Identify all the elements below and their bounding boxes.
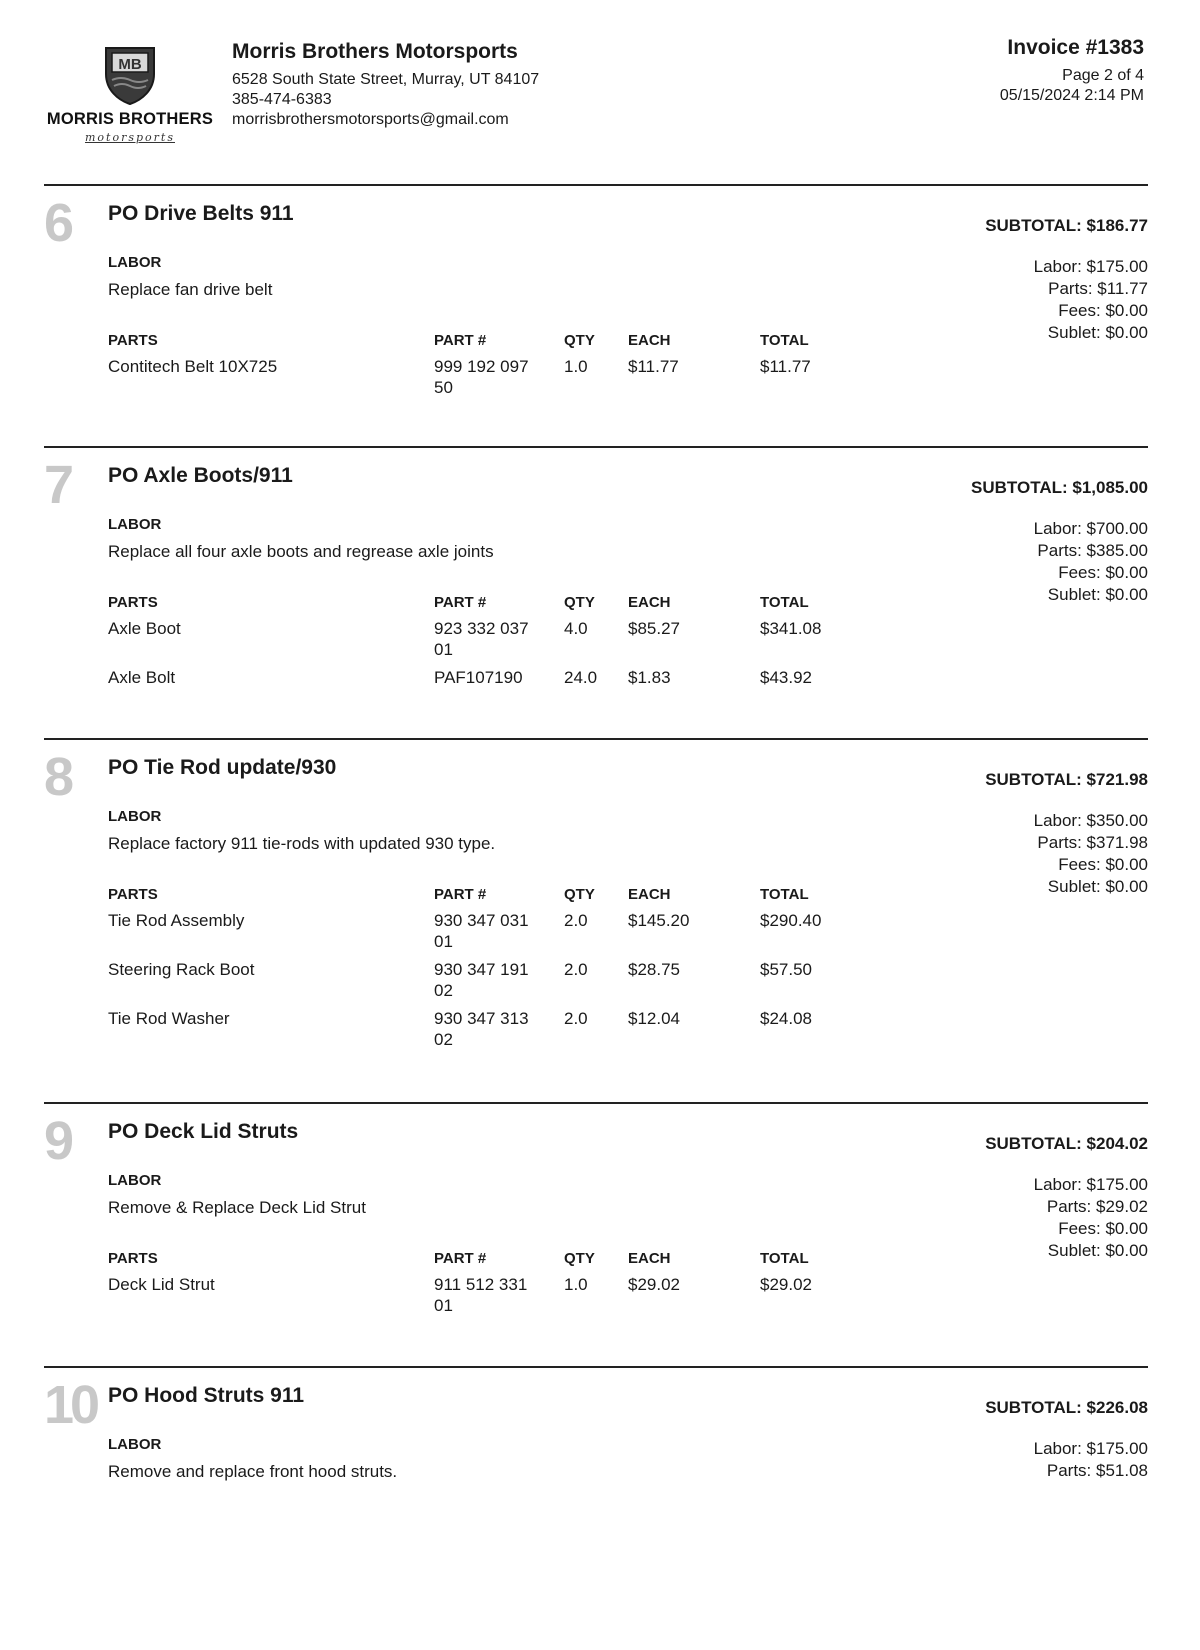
job-section bbox=[44, 1102, 1148, 1364]
part-number: 930 347 313 02 bbox=[434, 1009, 529, 1049]
labor-description: Replace factory 911 tie-rods with updated 930 type. bbox=[108, 834, 496, 853]
parts-total: Parts: $385.00 bbox=[1037, 541, 1148, 560]
fees-total: Fees: $0.00 bbox=[1058, 855, 1148, 874]
section-subtotal: SUBTOTAL: $204.02 bbox=[985, 1134, 1148, 1153]
parts-table-header bbox=[108, 886, 868, 910]
logo-initials: MB bbox=[118, 56, 142, 73]
section-title: PO Deck Lid Struts bbox=[108, 1120, 299, 1143]
labor-total: Labor: $175.00 bbox=[1033, 1439, 1148, 1458]
company-logo bbox=[40, 44, 220, 144]
labor-total: Labor: $175.00 bbox=[1033, 257, 1148, 276]
col-part-no: PART # bbox=[434, 332, 487, 349]
shield-logo-icon bbox=[102, 44, 158, 106]
part-number: 923 332 037 01 bbox=[434, 619, 529, 659]
parts-table-header bbox=[108, 332, 868, 356]
part-name: Tie Rod Washer bbox=[108, 1009, 230, 1028]
part-number: 930 347 191 02 bbox=[434, 960, 529, 1000]
section-title: PO Drive Belts 911 bbox=[108, 202, 294, 225]
fees-total: Fees: $0.00 bbox=[1058, 1219, 1148, 1238]
section-number: 10 bbox=[44, 1375, 97, 1435]
section-totals bbox=[1034, 256, 1148, 344]
job-section bbox=[44, 738, 1148, 1100]
section-number: 8 bbox=[44, 747, 71, 807]
col-parts: PARTS bbox=[108, 594, 158, 611]
company-email: morrisbrothersmotorsports@gmail.com bbox=[232, 111, 509, 128]
company-address: 6528 South State Street, Murray, UT 84107 bbox=[232, 71, 540, 88]
invoice-datetime: 05/15/2024 2:14 PM bbox=[999, 87, 1144, 104]
labor-description: Remove and replace front hood struts. bbox=[108, 1462, 398, 1481]
part-name: Tie Rod Assembly bbox=[108, 911, 245, 930]
part-number: 930 347 031 01 bbox=[434, 911, 529, 951]
col-parts: PARTS bbox=[108, 1250, 158, 1267]
part-each: $29.02 bbox=[628, 1275, 680, 1294]
col-qty: QTY bbox=[564, 1250, 595, 1267]
col-parts: PARTS bbox=[108, 332, 158, 349]
part-each: $1.83 bbox=[628, 668, 671, 687]
parts-total: Parts: $29.02 bbox=[1046, 1197, 1148, 1216]
logo-subtitle: motorsports bbox=[85, 131, 175, 144]
sublet-total: Sublet: $0.00 bbox=[1047, 1241, 1148, 1260]
sublet-total: Sublet: $0.00 bbox=[1047, 323, 1148, 342]
table-row bbox=[108, 618, 868, 667]
fees-total: Fees: $0.00 bbox=[1058, 563, 1148, 582]
labor-total: Labor: $700.00 bbox=[1033, 519, 1148, 538]
section-subtotal: SUBTOTAL: $1,085.00 bbox=[971, 478, 1148, 497]
part-each: $85.27 bbox=[628, 619, 680, 638]
section-totals bbox=[1034, 1438, 1148, 1482]
section-title: PO Axle Boots/911 bbox=[108, 464, 293, 487]
parts-table bbox=[108, 886, 868, 1057]
part-qty: 2.0 bbox=[564, 911, 588, 930]
section-totals bbox=[1034, 1174, 1148, 1262]
section-number: 9 bbox=[44, 1111, 71, 1171]
parts-table bbox=[108, 1250, 868, 1320]
col-qty: QTY bbox=[564, 594, 595, 611]
part-number: 999 192 097 50 bbox=[434, 357, 529, 397]
part-name: Axle Bolt bbox=[108, 668, 176, 687]
labor-heading: LABOR bbox=[108, 254, 162, 271]
part-total: $24.08 bbox=[760, 1009, 812, 1028]
part-each: $28.75 bbox=[628, 960, 680, 979]
fees-total: Fees: $0.00 bbox=[1058, 301, 1148, 320]
col-total: TOTAL bbox=[760, 594, 809, 611]
col-parts: PARTS bbox=[108, 886, 158, 903]
table-row bbox=[108, 667, 868, 697]
part-name: Axle Boot bbox=[108, 619, 181, 638]
part-total: $43.92 bbox=[760, 668, 812, 687]
job-section bbox=[44, 446, 1148, 736]
section-title: PO Tie Rod update/930 bbox=[108, 756, 337, 779]
sublet-total: Sublet: $0.00 bbox=[1047, 877, 1148, 896]
part-name: Deck Lid Strut bbox=[108, 1275, 215, 1294]
table-row bbox=[108, 910, 868, 959]
part-qty: 2.0 bbox=[564, 960, 588, 979]
part-number: PAF107190 bbox=[434, 668, 523, 687]
part-qty: 24.0 bbox=[564, 668, 598, 687]
section-totals bbox=[1034, 810, 1148, 898]
col-part-no: PART # bbox=[434, 886, 487, 903]
labor-heading: LABOR bbox=[108, 1172, 162, 1189]
section-subtotal: SUBTOTAL: $226.08 bbox=[985, 1398, 1148, 1417]
col-qty: QTY bbox=[564, 886, 595, 903]
parts-total: Parts: $51.08 bbox=[1046, 1461, 1148, 1480]
labor-total: Labor: $175.00 bbox=[1033, 1175, 1148, 1194]
part-total: $290.40 bbox=[760, 911, 822, 930]
labor-description: Remove & Replace Deck Lid Strut bbox=[108, 1198, 366, 1217]
invoice-header bbox=[0, 0, 1200, 180]
col-each: EACH bbox=[628, 332, 671, 349]
col-each: EACH bbox=[628, 1250, 671, 1267]
parts-table bbox=[108, 332, 868, 402]
logo-name: MORRIS BROTHERS bbox=[46, 110, 214, 128]
page-number: Page 2 of 4 bbox=[1062, 67, 1144, 84]
parts-table bbox=[108, 594, 868, 697]
col-qty: QTY bbox=[564, 332, 595, 349]
col-total: TOTAL bbox=[760, 332, 809, 349]
part-name: Steering Rack Boot bbox=[108, 960, 255, 979]
invoice-number: Invoice #1383 bbox=[1007, 36, 1144, 59]
labor-total: Labor: $350.00 bbox=[1033, 811, 1148, 830]
labor-heading: LABOR bbox=[108, 1436, 162, 1453]
table-row bbox=[108, 1274, 868, 1320]
part-each: $11.77 bbox=[628, 357, 679, 376]
parts-total: Parts: $11.77 bbox=[1048, 279, 1148, 298]
section-subtotal: SUBTOTAL: $186.77 bbox=[985, 216, 1148, 235]
part-each: $145.20 bbox=[628, 911, 690, 930]
col-part-no: PART # bbox=[434, 594, 487, 611]
labor-heading: LABOR bbox=[108, 516, 162, 533]
part-total: $57.50 bbox=[760, 960, 812, 979]
col-part-no: PART # bbox=[434, 1250, 487, 1267]
col-each: EACH bbox=[628, 594, 671, 611]
part-qty: 4.0 bbox=[564, 619, 588, 638]
company-name: Morris Brothers Motorsports bbox=[232, 40, 518, 63]
section-number: 7 bbox=[44, 455, 71, 515]
job-section bbox=[44, 184, 1148, 444]
col-each: EACH bbox=[628, 886, 671, 903]
part-name: Contitech Belt 10X725 bbox=[108, 357, 278, 376]
part-qty: 2.0 bbox=[564, 1009, 588, 1028]
labor-heading: LABOR bbox=[108, 808, 162, 825]
job-section bbox=[44, 1366, 1148, 1526]
labor-description: Replace fan drive belt bbox=[108, 280, 273, 299]
part-total: $341.08 bbox=[760, 619, 822, 638]
table-row bbox=[108, 959, 868, 1008]
part-qty: 1.0 bbox=[564, 1275, 588, 1294]
section-title: PO Hood Struts 911 bbox=[108, 1384, 305, 1407]
parts-total: Parts: $371.98 bbox=[1037, 833, 1148, 852]
section-number: 6 bbox=[44, 193, 71, 253]
section-subtotal: SUBTOTAL: $721.98 bbox=[985, 770, 1148, 789]
table-row bbox=[108, 356, 868, 402]
parts-table-header bbox=[108, 594, 868, 618]
part-qty: 1.0 bbox=[564, 357, 588, 376]
invoice-info bbox=[1000, 36, 1144, 106]
part-total: $29.02 bbox=[760, 1275, 812, 1294]
company-phone: 385-474-6383 bbox=[232, 91, 332, 108]
part-number: 911 512 331 01 bbox=[434, 1275, 528, 1315]
part-each: $12.04 bbox=[628, 1009, 680, 1028]
col-total: TOTAL bbox=[760, 1250, 809, 1267]
labor-description: Replace all four axle boots and regrease axle joints bbox=[108, 542, 494, 561]
sublet-total: Sublet: $0.00 bbox=[1047, 585, 1148, 604]
section-totals bbox=[1034, 518, 1148, 606]
col-total: TOTAL bbox=[760, 886, 809, 903]
parts-table-header bbox=[108, 1250, 868, 1274]
part-total: $11.77 bbox=[760, 357, 811, 376]
table-row bbox=[108, 1008, 868, 1057]
company-info bbox=[232, 40, 539, 130]
